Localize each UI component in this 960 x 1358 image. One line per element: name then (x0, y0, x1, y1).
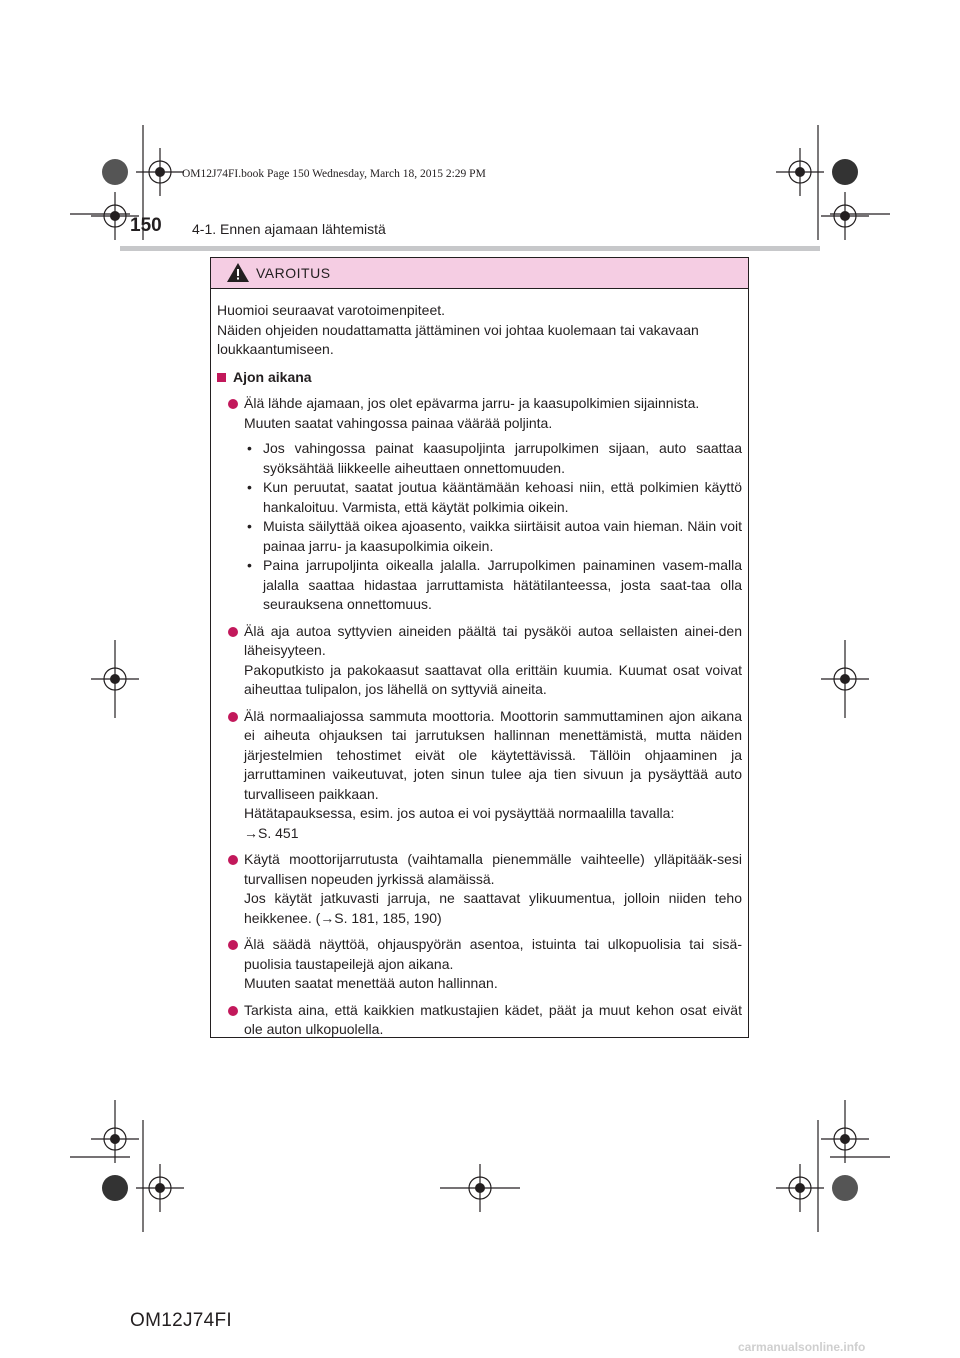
square-bullet-icon (217, 373, 226, 382)
item-text: Älä aja autoa syttyvien aineiden päältä tai pysäköi autoa sellaisten ainei-den läheisyyteen. (244, 622, 742, 658)
warning-title: VAROITUS (256, 265, 331, 281)
sub-bullet: • Jos vahingossa painat kaasupoljinta jarrupolkimen sijaan, auto saattaa syöksähtää liikkeelle aiheuttaen onnettomuuden. (247, 440, 742, 476)
item-text: Hätätapauksessa, esim. jos autoa ei voi pysäyttää normaalilla tavalla: (244, 805, 675, 821)
round-bullet-icon (228, 399, 238, 409)
list-item (217, 707, 742, 844)
item-text: Älä normaaliajossa sammuta moottoria. Moottorin sammuttaminen ajon aikana ei aiheuta ohjauksen tai jarrutuksen hallinnan menettämistä, mutta näiden järjestelmien tehostimet eivät ole käytettävissä. Tällöin ohjaaminen ja jarruttaminen vaikeutuvat, joten sinun tulee aja tien sivuun ja pysäyttää auto turvalliseen paikkaan. (244, 707, 742, 802)
warning-header (211, 258, 748, 289)
list-item (217, 1001, 742, 1040)
round-bullet-icon (228, 1006, 238, 1016)
sub-bullet: • Paina jarrupoljinta oikealla jalalla. Jarrupolkimen painaminen vasem-malla jalalla saattaa hidastaa jarruttamista hätätilanteessa, josta saat-taa olla seurauksena onnettomuus. (247, 557, 742, 612)
warning-body (211, 289, 748, 1040)
warning-triangle-icon (226, 262, 250, 283)
intro-line: Näiden ohjeiden noudattamatta jättäminen voi johtaa kuolemaan tai vakavaan loukkaantumiseen. (217, 321, 699, 357)
book-info-line: OM12J74FI.book Page 150 Wednesday, March 18, 2015 2:29 PM (182, 168, 486, 180)
item-text: Älä säädä näyttöä, ohjauspyörän asentoa, istuinta tai ulkopuolisia tai sisä-puolisia taustapeilejä ajon aikana. (244, 936, 742, 972)
manual-code: OM12J74FI (130, 1310, 232, 1331)
round-bullet-icon (228, 627, 238, 637)
subheading-text: Ajon aikana (233, 368, 312, 385)
warning-box (210, 257, 749, 1038)
item-text: Käytä moottorijarrutusta (vaihtamalla pienemmälle vaihteelle) ylläpitääk-sesi turvallisen nopeuden jyrkissä alamäissä. (244, 851, 742, 887)
item-text: Pakoputkisto ja pakokaasut saattavat olla erittäin kuumia. Kuumat osat voivat aiheuttaa tulipalon, jos lähellä on syttyviä aineita. (244, 661, 742, 697)
page-number: 150 (130, 215, 162, 236)
warning-intro (217, 301, 742, 360)
round-bullet-icon (228, 940, 238, 950)
header-rule (120, 246, 820, 251)
page-reference-link[interactable]: →S. 451 (244, 824, 299, 841)
item-text: Jos käytät jatkuvasti jarruja, ne saattavat ylikuumentua, jolloin niiden teho heikkenee. (→S. 181, 185, 190) (244, 890, 742, 926)
item-text: Muuten saatat menettää auton hallinnan. (244, 975, 498, 991)
section-title: 4-1. Ennen ajamaan lähtemistä (192, 221, 386, 237)
round-bullet-icon (228, 712, 238, 722)
item-text: Älä lähde ajamaan, jos olet epävarma jarru- ja kaasupolkimien sijainnista. (244, 395, 700, 411)
sub-bullet-list (244, 439, 742, 615)
sub-bullet: • Muista säilyttää oikea ajoasento, vaikka siirtäisit autoa vain hieman. Näin voit painaa jarru- ja kaasupolkimia oikein. (247, 518, 742, 554)
list-item (217, 935, 742, 994)
list-item (217, 394, 742, 615)
list-item (217, 622, 742, 700)
watermark: carmanualsonline.info (738, 1340, 866, 1354)
subheading-ajon-aikana (217, 368, 742, 388)
intro-line: Huomioi seuraavat varotoimenpiteet. (217, 302, 446, 318)
sub-bullet: • Kun peruutat, saatat joutua kääntämään kehoasi niin, että polkimien käyttö hankaloituu. Varmista, että käytät polkimia oikein. (247, 479, 742, 515)
item-text: Tarkista aina, että kaikkien matkustajien kädet, päät ja muut kehon osat eivät ole auton ulkopuolella. (244, 1001, 742, 1037)
round-bullet-icon (228, 855, 238, 865)
list-item (217, 850, 742, 928)
item-text: Muuten saatat vahingossa painaa väärää poljinta. (244, 414, 553, 431)
